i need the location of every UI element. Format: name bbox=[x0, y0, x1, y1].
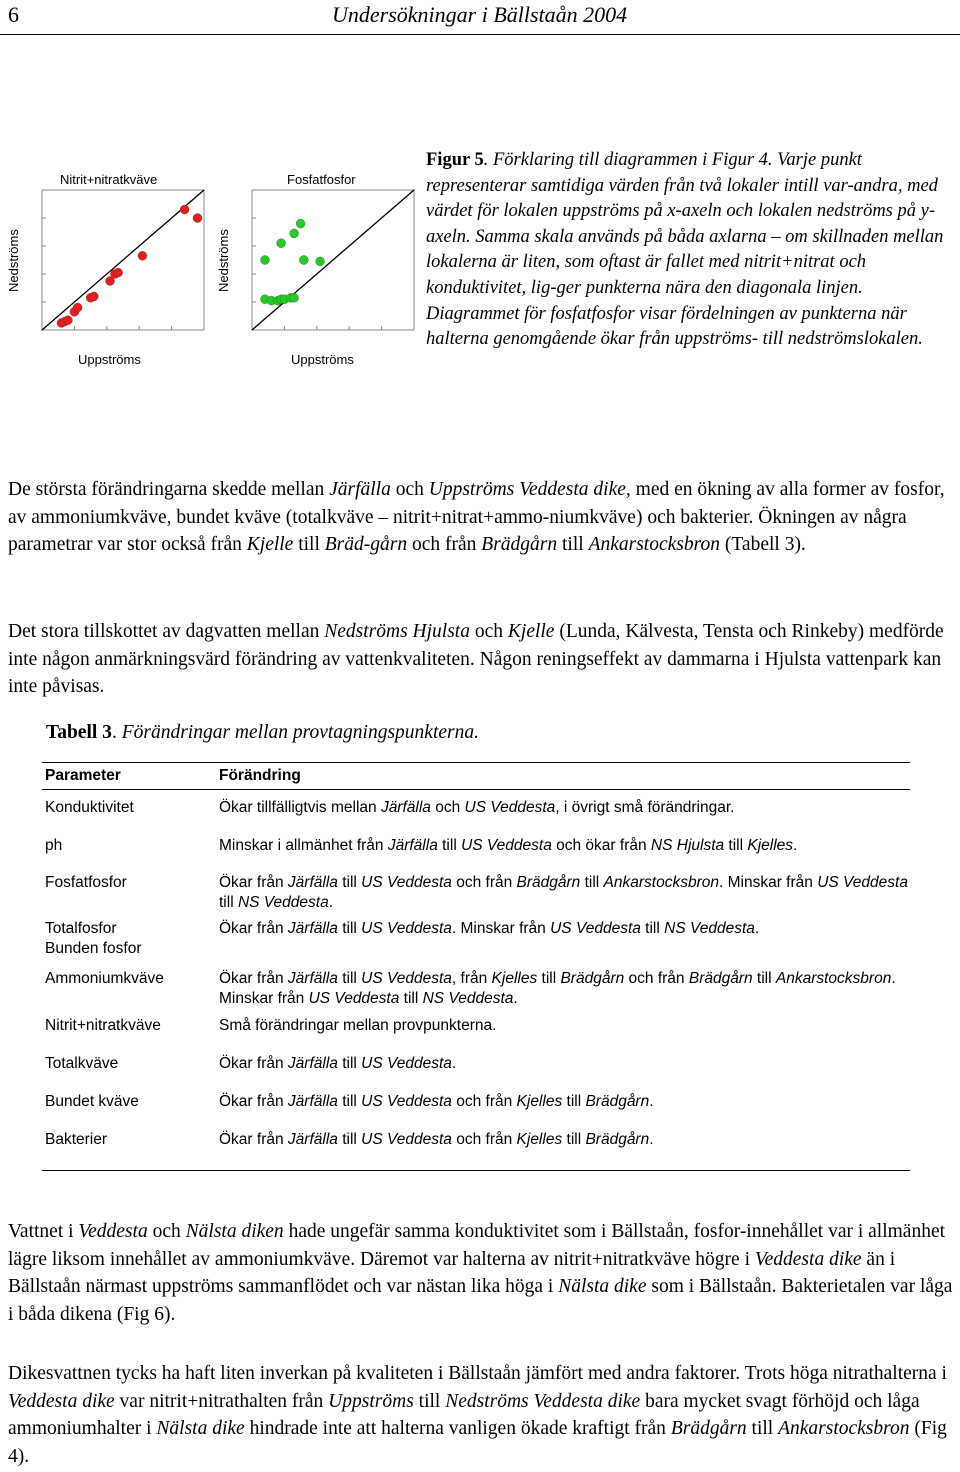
running-title: Undersökningar i Bällstaån 2004 bbox=[332, 2, 628, 27]
paragraph-2: Det stora tillskottet av dagvatten mellan Nedströms Hjulsta och Kjelle (Lunda, Kälvesta, Tensta och Rinkeby) medförde inte någon anmärkningsvärd förändring av vattenkvaliteten. Någon reningseffekt av dammarna i Hjulsta vattenpark kan inte påvisas. bbox=[8, 621, 944, 697]
chart-2-point bbox=[316, 257, 325, 266]
chart-2-diagonal bbox=[252, 190, 414, 330]
table-cell-change: Ökar från Järfälla till US Veddesta och från Kjelles till Brädgårn. bbox=[219, 1131, 654, 1148]
table-rule-bottom bbox=[42, 1170, 910, 1171]
chart-1-diagonal bbox=[42, 190, 204, 330]
table-cell-parameter: Bundet kväve bbox=[45, 1093, 139, 1110]
table-cell-parameter: ph bbox=[45, 837, 63, 854]
chart-2-ylabel: Nedströms bbox=[216, 229, 231, 292]
chart-2-point bbox=[290, 229, 299, 238]
figure-caption bbox=[426, 148, 956, 353]
table-cell-change: Ökar från Järfälla till US Veddesta. Minskar från US Veddesta till NS Veddesta. bbox=[219, 920, 760, 937]
chart-2-point bbox=[296, 219, 305, 228]
page-number: 6 bbox=[8, 2, 19, 27]
table-cell-parameter: Totalkväve bbox=[45, 1055, 119, 1072]
chart-1-title: Nitrit+nitratkväve bbox=[60, 172, 158, 187]
chart-2-point bbox=[277, 239, 286, 248]
chart-1-point bbox=[73, 303, 82, 312]
table-cell-change: Ökar från Järfälla till US Veddesta, från Kjelles till Brädgårn och från Brädgårn till Ankarstocksbron. Minskar från US Veddesta till NS Veddesta. bbox=[219, 970, 896, 1007]
chart-1-plot bbox=[38, 188, 208, 334]
table-cell-parameter: Totalfosfor Bunden fosfor bbox=[45, 920, 142, 957]
table-caption-label: Tabell 3 bbox=[46, 722, 112, 743]
table-caption: Tabell 3. Förändringar mellan provtagningspunkterna. bbox=[46, 722, 479, 743]
chart-1-ylabel: Nedströms bbox=[6, 229, 21, 292]
table-cell-parameter: Ammoniumkväve bbox=[45, 970, 164, 987]
chart-2-title: Fosfatfosfor bbox=[287, 172, 356, 187]
table-cell-change: Ökar från Järfälla till US Veddesta. bbox=[219, 1055, 457, 1072]
table-cell-change: Ökar från Järfälla till US Veddesta och från Brädgårn till Ankarstocksbron. Minskar från US Veddesta till NS Veddesta. bbox=[219, 874, 908, 911]
figure-caption-label: Figur 5 bbox=[426, 150, 484, 170]
paragraph-1: De största förändringarna skedde mellan Järfälla och Uppströms Veddesta dike, med en ökning av alla former av fosfor, av ammoniumkväve, bundet kväve (totalkväve – nitrit+nitrat+ammo-niumkväve) och bakterier. Ökningen av några parametrar var stor också från Kjelle till Bräd-gårn och från Brädgårn till Ankarstocksbron (Tabell 3). bbox=[8, 479, 945, 555]
col-header-change: Förändring bbox=[219, 767, 301, 784]
table-cell-parameter: Konduktivitet bbox=[45, 799, 134, 816]
table-cell-parameter: Bakterier bbox=[45, 1131, 108, 1148]
chart-2-point bbox=[260, 256, 269, 265]
chart-1-point bbox=[193, 214, 202, 223]
table-cell-parameter: Nitrit+nitratkväve bbox=[45, 1017, 161, 1034]
table-cell-change: Ökar från Järfälla till US Veddesta och från Kjelles till Brädgårn. bbox=[219, 1093, 654, 1110]
chart-2-point bbox=[299, 256, 308, 265]
chart-2-plot bbox=[248, 188, 418, 334]
table-cell-parameter: Fosfatfosfor bbox=[45, 874, 127, 891]
table-caption-text: Förändringar mellan provtagningspunkterna. bbox=[121, 722, 479, 743]
header-rule bbox=[0, 34, 960, 35]
table-cell-change: Ökar tillfälligtvis mellan Järfälla och US Veddesta, i övrigt små förändringar. bbox=[219, 799, 735, 816]
chart-2-xlabel: Uppströms bbox=[291, 352, 354, 367]
chart-1-point bbox=[180, 205, 189, 214]
table-rule-top bbox=[42, 762, 910, 763]
table-cell-change: Små förändringar mellan provpunkterna. bbox=[219, 1017, 497, 1034]
figure-caption-text: . Förklaring till diagrammen i Figur 4. Varje punkt representerar samtidiga värden från två lokaler intill var-andra, med värdet för lokalen uppströms på x-axeln och lokalen nedströms på y-axeln. Samma skala används på båda axlarna – om skillnaden mellan lokalerna är liten, som oftast är fallet med nitrit+nitrat och konduktivitet, lig-ger punkterna nära den diagonala linjen. Diagrammet för fosfatfosfor visar fördelningen av punkterna när halterna genomgående ökar från uppströms- till nedströmslokalen. bbox=[426, 150, 944, 350]
col-header-parameter: Parameter bbox=[45, 767, 121, 784]
chart-1-point bbox=[89, 292, 98, 301]
paragraph-4: Dikesvattnen tycks ha haft liten inverkan på kvaliteten i Bällstaån jämfört med andra faktorer. Trots höga nitrathalterna i Veddesta dike var nitrit+nitrathalten från Uppströms till Nedströms Veddesta dike bara mycket svagt förhöjd och låga ammoniumhalter i Nälsta dike hindrade inte att halterna vanligen ökade kraftigt från Brädgårn till Ankarstocksbron (Fig 4). bbox=[8, 1363, 947, 1467]
table-rule-head bbox=[42, 789, 910, 790]
chart-1-point bbox=[63, 316, 72, 325]
chart-1-point bbox=[114, 268, 123, 277]
paragraph-3: Vattnet i Veddesta och Nälsta diken hade ungefär samma konduktivitet som i Bällstaån, fosfor-innehållet var i allmänhet lägre liksom innehållet av ammoniumkväve. Däremot var halterna av nitrit+nitratkväve högre i Veddesta dike än i Bällstaån närmast uppströms sammanflödet och var nästan lika höga i Nälsta dike som i Bällstaån. Bakterietalen var låga i båda dikena (Fig 6). bbox=[8, 1221, 953, 1325]
table-cell-change: Minskar i allmänhet från Järfälla till US Veddesta och ökar från NS Hjulsta till Kjelles. bbox=[219, 837, 798, 854]
chart-1-xlabel: Uppströms bbox=[78, 352, 141, 367]
chart-1-point bbox=[138, 251, 147, 260]
chart-2-point bbox=[290, 293, 299, 302]
